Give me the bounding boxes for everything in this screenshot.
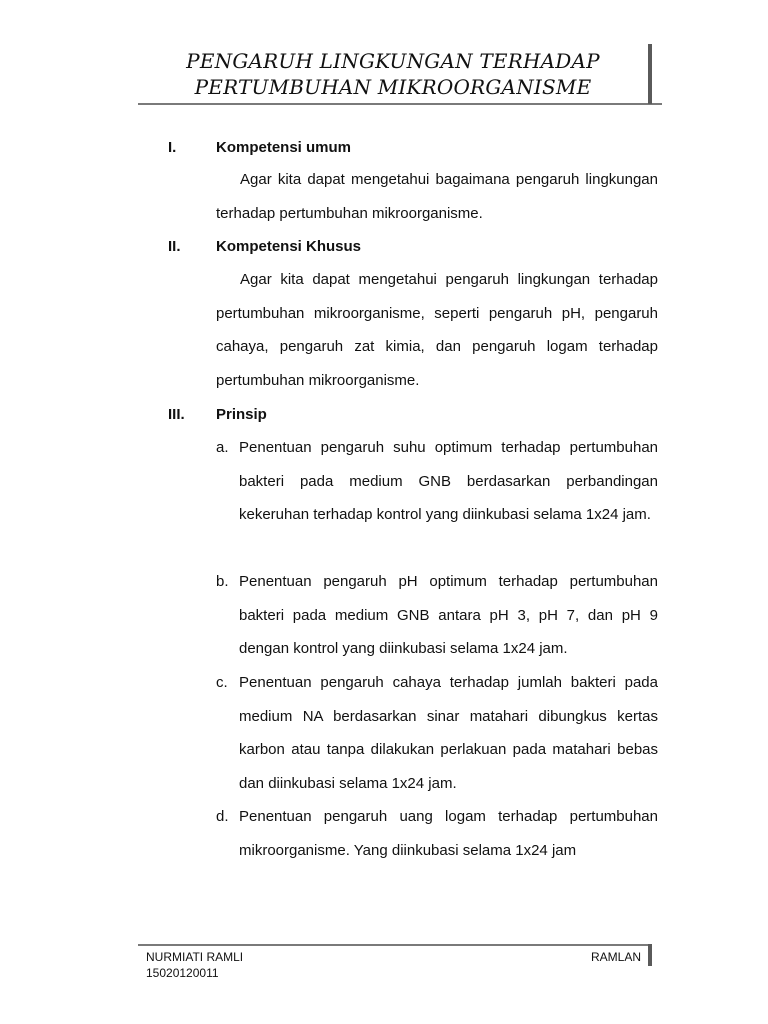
title-line-1: PENGARUH LINGKUNGAN TERHADAP [186, 49, 600, 73]
section-1-number: I. [168, 139, 177, 156]
list-item-a-letter: a. [216, 439, 229, 456]
section-1-title: Kompetensi umum [216, 139, 352, 156]
list-item-c-letter: c. [216, 674, 228, 691]
list-item-b-text: Penentuan pengaruh pH optimum terhadap pertumbuhan bakteri pada medium GNB antara pH 3, pH 7, dan pH 9 dengan kontrol yang diinkubasi selama 1x24 jam. [239, 573, 658, 657]
footer-author-name: NURMIATI RAMLI [146, 950, 244, 964]
section-3-title: Prinsip [216, 406, 267, 423]
header-corner-bar [648, 44, 652, 104]
section-2-number: II. [168, 238, 181, 255]
section-3-number: III. [168, 406, 185, 423]
footer-corner-bar [648, 944, 652, 966]
list-item-b-letter: b. [216, 573, 229, 590]
section-1-text: Agar kita dapat mengetahui bagaimana pengaruh lingkungan terhadap pertumbuhan mikroorganisme. [216, 171, 658, 222]
document-title [138, 48, 648, 100]
footer-author-id: 15020120011 [146, 966, 219, 980]
title-line-2: PERTUMBUHAN MIKROORGANISME [194, 75, 592, 99]
section-2-text: Agar kita dapat mengetahui pengaruh lingkungan terhadap pertumbuhan mikroorganisme, seperti pengaruh pH, pengaruh cahaya, pengaruh zat kimia, dan pengaruh logam terhadap pertumbuhan mikroorganisme. [216, 271, 658, 389]
list-item-d-letter: d. [216, 808, 229, 825]
list-item-c-text: Penentuan pengaruh cahaya terhadap jumlah bakteri pada medium NA berdasarkan sinar matahari dibungkus kertas karbon atau tanpa dilakukan perlakuan pada matahari bebas dan diinkubasi selama 1x24 jam. [239, 674, 658, 792]
header-rule [138, 103, 662, 105]
section-2-title: Kompetensi Khusus [216, 238, 362, 255]
list-item-a-text: Penentuan pengaruh suhu optimum terhadap pertumbuhan bakteri pada medium GNB berdasarkan perbandingan kekeruhan terhadap kontrol yang diinkubasi selama 1x24 jam. [239, 439, 658, 523]
footer-rule [138, 944, 650, 946]
footer-right-text: RAMLAN [591, 950, 642, 964]
list-item-d-text: Penentuan pengaruh uang logam terhadap pertumbuhan mikroorganisme. Yang diinkubasi selama 1x24 jam [239, 808, 658, 859]
